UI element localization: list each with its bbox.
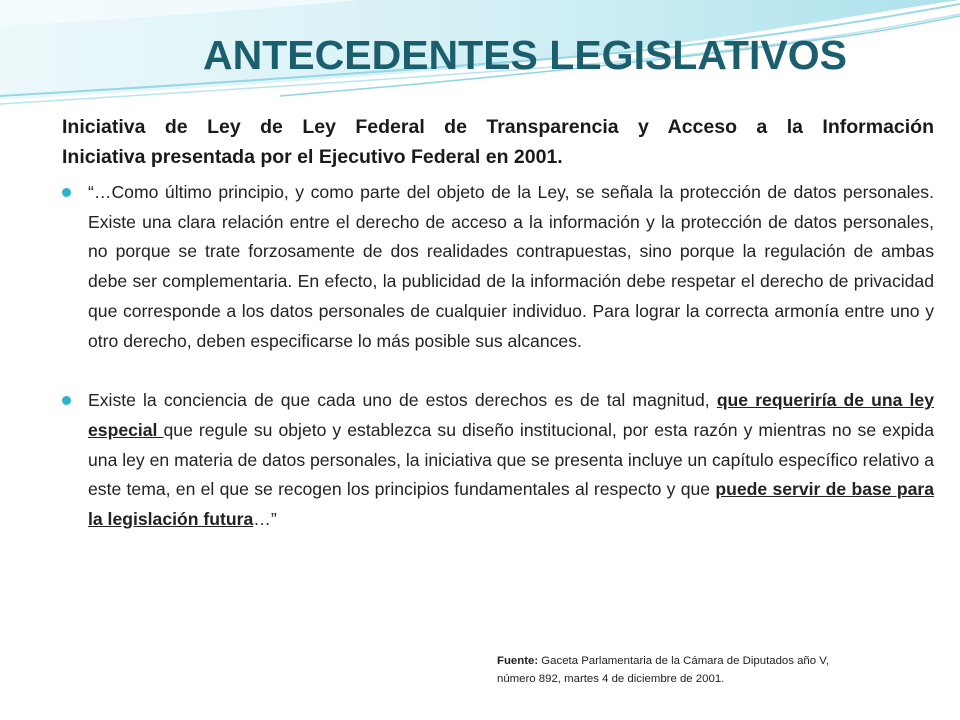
section-heading bbox=[62, 112, 934, 172]
bullet-2-text-part-1: Existe la conciencia de que cada uno de estos derechos es de tal magnitud, bbox=[88, 390, 717, 411]
bullet-2-text-part-2: que regule su objeto y establezca su diseño institucional, por esta razón y mientras no se expida una ley en materia de datos personales, la iniciativa que se presenta incluye un capítulo específico relativo a este tema, en el que se recogen los principios fundamentales al respecto y que bbox=[88, 419, 935, 500]
heading-line-1: Iniciativa de Ley de Ley Federal de Transparencia y Acceso a la Información bbox=[62, 116, 934, 138]
bullet-list bbox=[62, 178, 934, 535]
source-text: Gaceta Parlamentaria de la Cámara de Diputados año V, bbox=[538, 655, 829, 667]
source-note bbox=[497, 653, 917, 688]
bullet-2-emphasis-2: puede servir de base para la legislación futura bbox=[88, 479, 934, 530]
source-text-line-2: número 892, martes 4 de diciembre de 2001. bbox=[497, 672, 725, 685]
source-label: Fuente: bbox=[497, 655, 539, 667]
bullet-1-text: “…Como último principio, y como parte del objeto de la Ley, se señala la protección de datos personales. Existe una clara relación entre el derecho de acceso a la información y la protección de datos personales, no porque se trate forzosamente de dos realidades contrapuestas, sino porque la regulación de ambas debe ser complementaria. En efecto, la publicidad de la información debe respetar el derecho de privacidad que corresponde a los datos personales de cualquier individuo. Para lograr la correcta armonía entre uno y otro derecho, deben especificarse lo más posible sus alcances. bbox=[88, 182, 934, 351]
slide-title: ANTECEDENTES LEGISLATIVOS bbox=[203, 32, 847, 78]
bullet-dot-icon bbox=[62, 188, 71, 197]
bullet-dot-icon bbox=[62, 396, 71, 405]
heading-line-2: Iniciativa presentada por el Ejecutivo Federal en 2001. bbox=[62, 146, 563, 168]
bullet-2-text-part-3: …” bbox=[253, 509, 277, 530]
bullet-2-emphasis-1: que requeriría de una ley especial bbox=[88, 390, 934, 440]
bullet-item-2 bbox=[62, 386, 934, 535]
bullet-item-1 bbox=[62, 178, 934, 356]
